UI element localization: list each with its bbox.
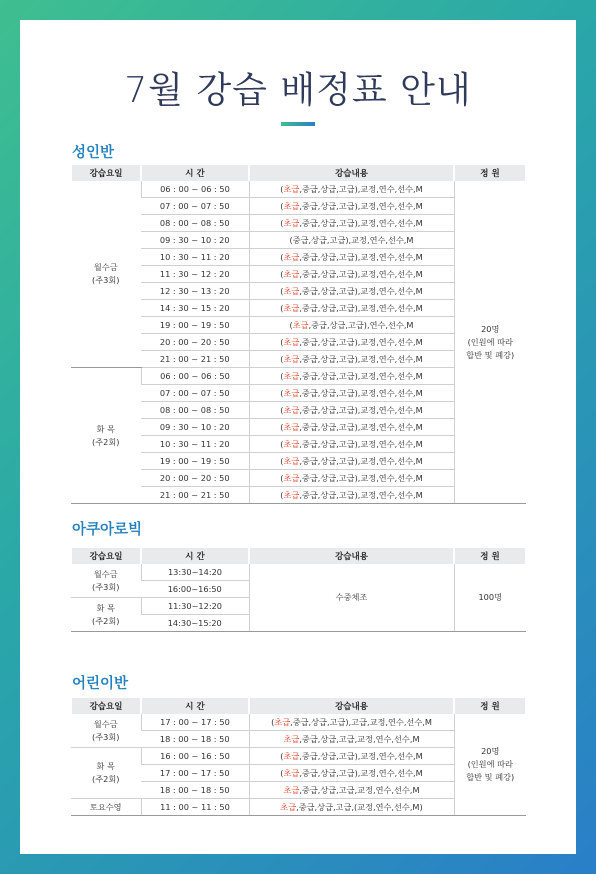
content-prefix: ( — [280, 353, 284, 364]
table-header-row — [71, 548, 526, 564]
content-text: ,중급,상급,고급,교정,연수,선수,M — [299, 733, 420, 744]
day-frequency: (주3회) — [92, 275, 120, 285]
content-cell — [249, 419, 454, 436]
time-cell: 16 : 00 ~ 16 : 50 — [141, 748, 249, 765]
time-cell: 11:30~12:20 — [141, 598, 249, 615]
content-cell — [249, 266, 454, 283]
day-cell — [71, 714, 141, 748]
content-prefix: ( — [280, 387, 284, 398]
header-content: 강습내용 — [249, 548, 454, 564]
content-text: ,중급,상급,고급),교정,연수,선수,M — [299, 767, 423, 778]
content-cell — [249, 351, 454, 368]
level-highlight: 초급 — [283, 251, 300, 262]
table-header-row — [71, 165, 526, 181]
content-text: ,중급,상급,고급),교정,연수,선수,M — [299, 302, 423, 313]
adult-table-body — [71, 181, 526, 504]
content-text: ,중급,상급,고급),교정,연수,선수,M — [299, 251, 423, 262]
capacity-note: 합반 및 폐강) — [466, 772, 515, 782]
time-cell: 13:30~14:20 — [141, 564, 249, 581]
capacity-note: (인원에 따라 — [467, 759, 513, 769]
day-cell — [71, 368, 141, 504]
content-cell — [249, 487, 454, 504]
capacity-cell — [454, 714, 526, 816]
time-cell: 19 : 00 ~ 19 : 50 — [141, 453, 249, 470]
level-highlight: 초급 — [283, 438, 300, 449]
time-cell: 06 : 00 ~ 06 : 50 — [141, 181, 249, 198]
level-highlight: 초급 — [283, 750, 300, 761]
content-prefix: ( — [271, 716, 275, 727]
time-cell: 20 : 00 ~ 20 : 50 — [141, 334, 249, 351]
time-cell: 14:30~15:20 — [141, 615, 249, 632]
header-time: 시 간 — [141, 698, 249, 714]
content-cell — [249, 799, 454, 816]
content-text: ,중급,상급,고급),교정,연수,선수,M — [299, 183, 423, 194]
day-label: 화 목 — [96, 761, 115, 771]
level-highlight: 초급 — [283, 217, 300, 228]
content-text: ,중급,상급,고급),고급,교정,연수,선수,M — [290, 716, 432, 727]
content-cell — [249, 731, 454, 748]
time-cell: 17 : 00 ~ 17 : 50 — [141, 714, 249, 731]
content-cell — [249, 782, 454, 799]
content-prefix: ( — [280, 336, 284, 347]
content-cell — [249, 198, 454, 215]
day-cell: 토요수영 — [71, 799, 141, 816]
time-cell: 14 : 30 ~ 15 : 20 — [141, 300, 249, 317]
content-cell — [249, 283, 454, 300]
table-row — [71, 564, 526, 581]
content-cell — [249, 470, 454, 487]
day-frequency: (주2회) — [92, 436, 120, 447]
level-highlight: 초급 — [283, 421, 300, 432]
content-text: ,중급,상급,고급),교정,연수,선수,M — [299, 404, 423, 415]
time-cell: 10 : 30 ~ 11 : 20 — [141, 249, 249, 266]
content-prefix: ( — [280, 404, 284, 415]
content-prefix: ( — [280, 421, 284, 432]
content-text: ,중급,상급,고급),교정,연수,선수,M — [299, 421, 423, 432]
capacity-value: 20명 — [481, 323, 500, 334]
content-cell — [249, 334, 454, 351]
day-label: 월수금 — [93, 718, 118, 729]
level-highlight: 초급 — [283, 455, 300, 466]
content-text: ,중급,상급,고급),교정,연수,선수,M — [299, 353, 423, 364]
day-frequency: (주3회) — [92, 581, 120, 592]
time-cell: 19 : 00 ~ 19 : 50 — [141, 317, 249, 334]
content-cell — [249, 385, 454, 402]
content-prefix: ( — [280, 183, 284, 194]
content-text: ,중급,상급,고급),교정,연수,선수,M — [299, 268, 423, 279]
table-header-row — [71, 698, 526, 714]
content-text: ,중급,상급,고급),교정,연수,선수,M — [299, 387, 423, 398]
day-frequency: (주2회) — [92, 774, 120, 784]
time-cell: 16:00~16:50 — [141, 581, 249, 598]
content-text: ,중급,상급,고급),교정,연수,선수,M — [299, 336, 423, 347]
day-frequency: (주3회) — [92, 731, 120, 742]
content-prefix: ( — [280, 285, 284, 296]
header-time: 시 간 — [141, 165, 249, 181]
aqua-schedule-table — [70, 548, 527, 632]
content-cell — [249, 300, 454, 317]
page-title: 7월 강습 배정표 안내 — [124, 70, 472, 111]
time-cell: 21 : 00 ~ 21 : 50 — [141, 487, 249, 504]
content-prefix: ( — [280, 489, 284, 500]
time-cell: 20 : 00 ~ 20 : 50 — [141, 470, 249, 487]
header-time: 시 간 — [141, 548, 249, 564]
content-cell — [249, 368, 454, 385]
level-highlight: 초급 — [283, 472, 300, 483]
day-cell — [71, 598, 141, 632]
day-label: 월수금 — [93, 568, 118, 579]
day-cell — [71, 564, 141, 598]
time-cell: 06 : 00 ~ 06 : 50 — [141, 368, 249, 385]
content-prefix: ( — [280, 200, 284, 211]
level-highlight: 초급 — [280, 801, 297, 812]
content-text: ,중급,상급,고급),교정,연수,선수,M — [299, 370, 423, 381]
content-text: ,중급,상급,고급),교정,연수,선수,M — [299, 489, 423, 500]
aqua-table-body — [71, 564, 526, 632]
content-prefix: ( — [280, 455, 284, 466]
time-cell: 09 : 30 ~ 10 : 20 — [141, 232, 249, 249]
content-cell — [249, 317, 454, 334]
content-text: (중급,상급,고급),교정,연수,선수,M — [289, 234, 414, 245]
header-capacity: 정 원 — [454, 548, 526, 564]
time-cell: 08 : 00 ~ 08 : 50 — [141, 215, 249, 232]
content-cell — [249, 436, 454, 453]
content-prefix: ( — [289, 319, 293, 330]
level-highlight: 초급 — [283, 183, 300, 194]
content-text: ,중급,상급,고급),교정,연수,선수,M — [299, 217, 423, 228]
content-cell — [249, 748, 454, 765]
day-label: 화 목 — [96, 602, 115, 613]
level-highlight: 초급 — [283, 784, 300, 795]
time-cell: 17 : 00 ~ 17 : 50 — [141, 765, 249, 782]
content-text: ,중급,상급,고급),연수,선수,M — [308, 319, 414, 330]
level-highlight: 초급 — [283, 302, 300, 313]
title-underline — [281, 122, 315, 126]
header-capacity: 정 원 — [454, 165, 526, 181]
table-row — [71, 181, 526, 198]
level-highlight: 초급 — [283, 336, 300, 347]
header-day: 강습요일 — [71, 548, 141, 564]
capacity-cell — [454, 181, 526, 504]
time-cell: 21 : 00 ~ 21 : 50 — [141, 351, 249, 368]
content-cell — [249, 215, 454, 232]
time-cell: 18 : 00 ~ 18 : 50 — [141, 731, 249, 748]
level-highlight: 초급 — [283, 268, 300, 279]
table-row — [71, 714, 526, 731]
content-prefix: ( — [280, 251, 284, 262]
capacity-value: 20명 — [481, 746, 500, 756]
content-prefix: ( — [280, 767, 284, 778]
kids-schedule-table — [70, 698, 527, 816]
day-label: 월수금 — [93, 262, 118, 272]
content-prefix: ( — [280, 302, 284, 313]
level-highlight: 초급 — [283, 767, 300, 778]
content-cell: 수중체조 — [249, 564, 454, 632]
document-sheet — [20, 20, 576, 854]
time-cell: 11 : 00 ~ 11 : 50 — [141, 799, 249, 816]
content-cell — [249, 402, 454, 419]
capacity-cell: 100명 — [454, 564, 526, 632]
content-cell — [249, 714, 454, 731]
header-content: 강습내용 — [249, 698, 454, 714]
time-cell: 18 : 00 ~ 18 : 50 — [141, 782, 249, 799]
content-cell — [249, 453, 454, 470]
time-cell: 12 : 30 ~ 13 : 20 — [141, 283, 249, 300]
time-cell: 10 : 30 ~ 11 : 20 — [141, 436, 249, 453]
content-cell — [249, 181, 454, 198]
header-day: 강습요일 — [71, 698, 141, 714]
day-frequency: (주2회) — [92, 615, 120, 626]
header-day: 강습요일 — [71, 165, 141, 181]
content-text: ,중급,상급,고급),교정,연수,선수,M — [299, 750, 423, 761]
time-cell: 11 : 30 ~ 12 : 20 — [141, 266, 249, 283]
level-highlight: 초급 — [283, 353, 300, 364]
content-text: ,중급,상급,고급,교정,연수,선수,M — [299, 784, 420, 795]
content-cell — [249, 765, 454, 782]
content-prefix: ( — [280, 217, 284, 228]
level-highlight: 초급 — [283, 404, 300, 415]
content-text: ,중급,상급,고급,(교정,연수,선수,M) — [296, 801, 423, 812]
adult-schedule-table — [70, 165, 527, 504]
time-cell: 08 : 00 ~ 08 : 50 — [141, 402, 249, 419]
content-text: ,중급,상급,고급),교정,연수,선수,M — [299, 472, 423, 483]
content-text: ,중급,상급,고급),교정,연수,선수,M — [299, 285, 423, 296]
section-title-aqua: 아쿠아로빅 — [72, 522, 143, 538]
header-capacity: 정 원 — [454, 698, 526, 714]
level-highlight: 초급 — [274, 716, 291, 727]
level-highlight: 초급 — [292, 319, 309, 330]
content-prefix: ( — [280, 268, 284, 279]
level-highlight: 초급 — [283, 489, 300, 500]
capacity-note: 합반 및 폐강) — [466, 349, 515, 360]
time-cell: 07 : 00 ~ 07 : 50 — [141, 385, 249, 402]
content-prefix: ( — [280, 370, 284, 381]
content-prefix: ( — [280, 472, 284, 483]
level-highlight: 초급 — [283, 200, 300, 211]
content-text: ,중급,상급,고급),교정,연수,선수,M — [299, 200, 423, 211]
capacity-note: (인원에 따라 — [467, 336, 513, 347]
content-cell — [249, 232, 454, 249]
day-cell — [71, 748, 141, 799]
level-highlight: 초급 — [283, 370, 300, 381]
time-cell: 07 : 00 ~ 07 : 50 — [141, 198, 249, 215]
level-highlight: 초급 — [283, 733, 300, 744]
content-prefix: ( — [280, 750, 284, 761]
content-prefix: ( — [280, 438, 284, 449]
content-cell — [249, 249, 454, 266]
kids-table-body — [71, 714, 526, 816]
content-text: ,중급,상급,고급),교정,연수,선수,M — [299, 455, 423, 466]
day-cell — [71, 181, 141, 368]
time-cell: 09 : 30 ~ 10 : 20 — [141, 419, 249, 436]
content-text: ,중급,상급,고급),교정,연수,선수,M — [299, 438, 423, 449]
section-title-adult: 성인반 — [72, 145, 115, 161]
section-title-kids: 어린이반 — [72, 676, 129, 692]
level-highlight: 초급 — [283, 387, 300, 398]
level-highlight: 초급 — [283, 285, 300, 296]
header-content: 강습내용 — [249, 165, 454, 181]
day-label: 화 목 — [96, 423, 115, 434]
